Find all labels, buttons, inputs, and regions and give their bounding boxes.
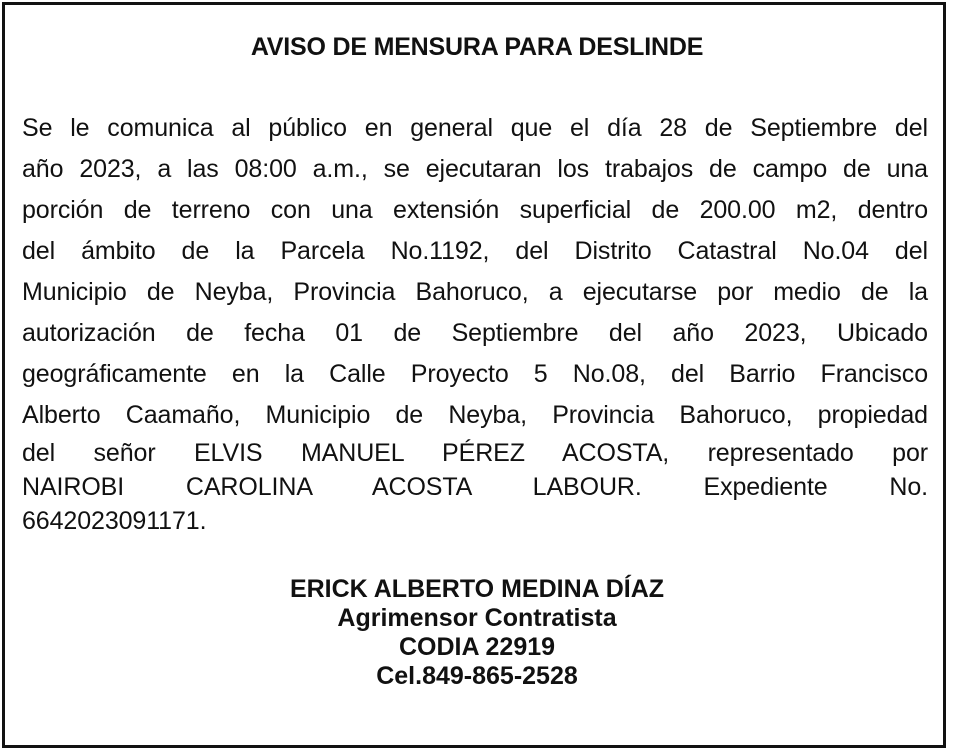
body-line: Municipio de Neyba, Provincia Bahoruco, a ejecutarse por medio de la [22,278,928,306]
body-line: porción de terreno con una extensión superficial de 200.00 m2, dentro [22,196,928,224]
signature-name: ERICK ALBERTO MEDINA DÍAZ [289,575,665,603]
body-line: NAIROBI CAROLINA ACOSTA LABOUR. Expediente No. [22,473,928,501]
body-line: del señor ELVIS MANUEL PÉREZ ACOSTA, representado por [22,439,928,467]
body-line: Alberto Caamaño, Municipio de Neyba, Provincia Bahoruco, propiedad [22,401,928,429]
signature-role: Agrimensor Contratista [337,604,617,632]
body-line: del ámbito de la Parcela No.1192, del Distrito Catastral No.04 del [22,237,928,265]
body-line: 6642023091171. [22,507,207,535]
notice-title: AVISO DE MENSURA PARA DESLINDE [250,33,704,61]
body-line: año 2023, a las 08:00 a.m., se ejecutaran los trabajos de campo de una [22,155,928,183]
signature-phone: Cel.849-865-2528 [376,662,578,690]
signature-codia: CODIA 22919 [398,633,556,661]
body-line: geográficamente en la Calle Proyecto 5 No.08, del Barrio Francisco [22,360,928,388]
body-line: autorización de fecha 01 de Septiembre del año 2023, Ubicado [22,319,928,347]
body-line: Se le comunica al público en general que el día 28 de Septiembre del [22,114,928,142]
notice-body [22,108,928,538]
signature-block [0,575,954,691]
